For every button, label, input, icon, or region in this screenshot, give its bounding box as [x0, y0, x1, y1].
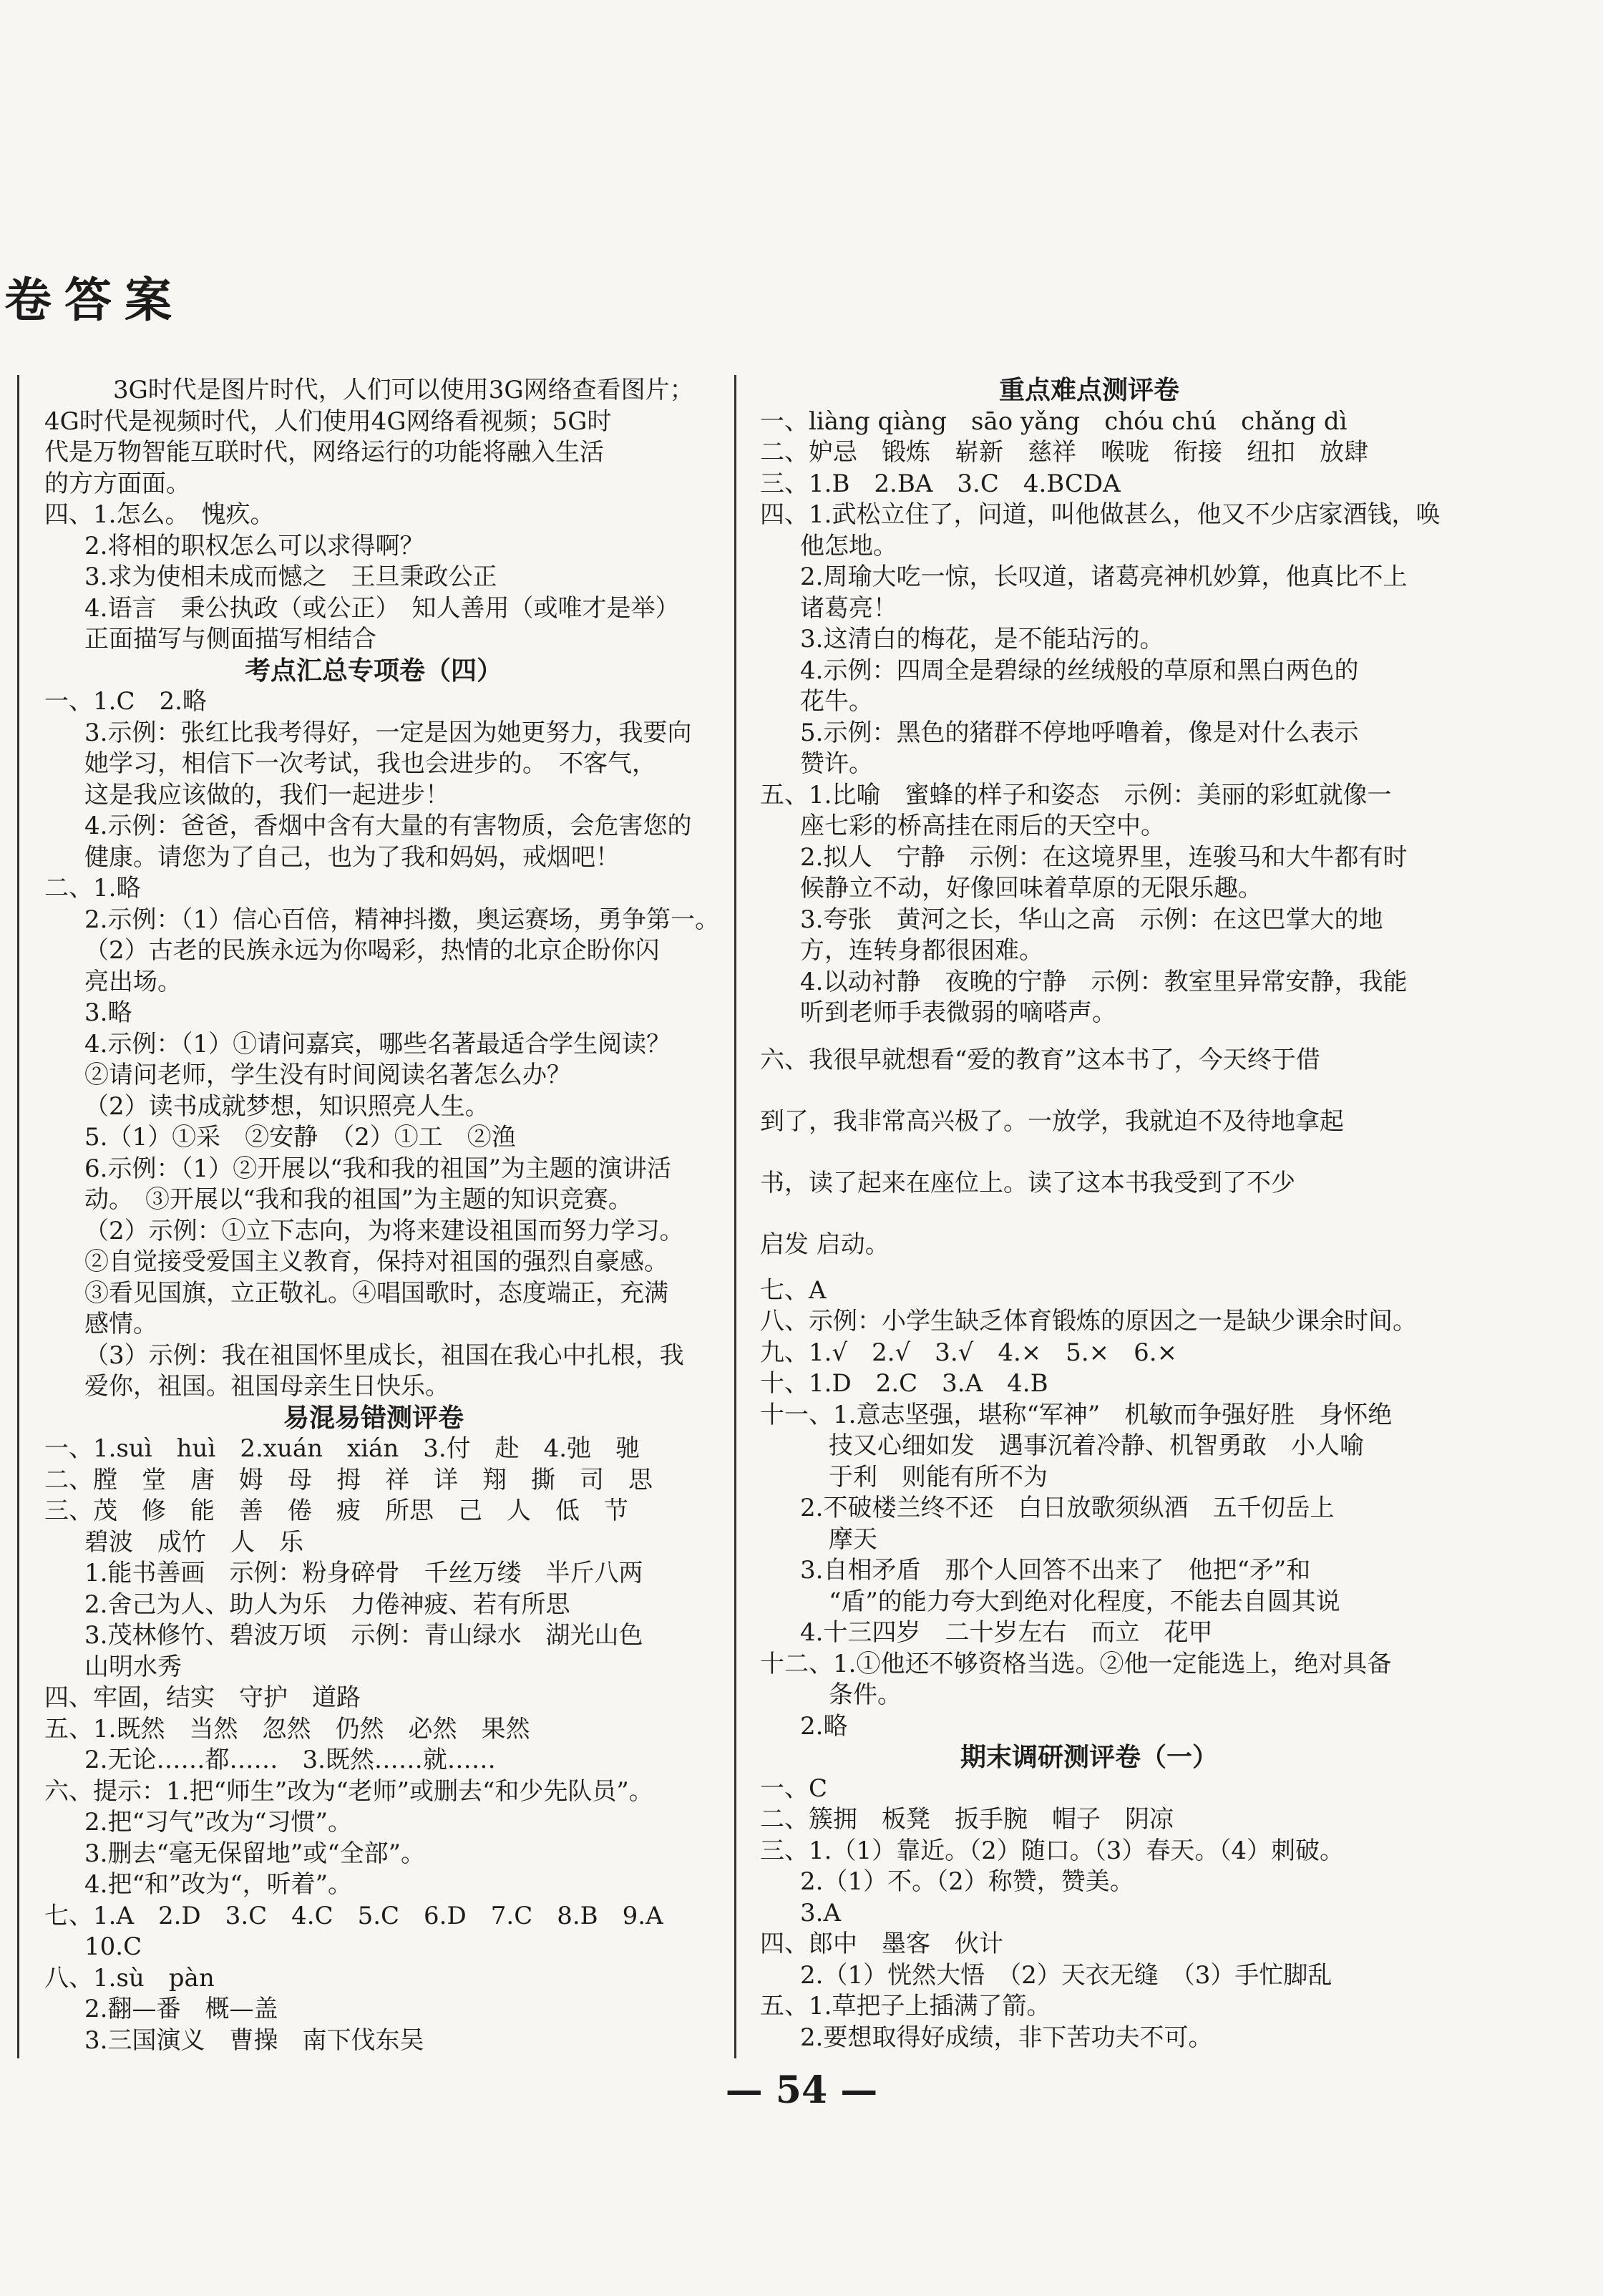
answer-line: 3.A: [800, 1898, 841, 1927]
answer-line: 4.以动衬静 夜晚的宁静 示例：教室里异常安静，我能: [800, 967, 1408, 996]
answer-line: 一、1.suì huì 2.xuán xián 3.付 赴 4.弛 驰: [44, 1434, 640, 1463]
answer-line: 3.求为使相未成而憾之 王旦秉政公正: [84, 563, 497, 591]
answer-line: 3G时代是图片时代，人们可以使用3G网络查看图片；: [113, 376, 694, 404]
answer-line: 6.示例：（1）②开展以“我和我的祖国”为主题的演讲活: [84, 1154, 671, 1183]
answer-line: 四、牢固，结实 守护 道路: [44, 1683, 361, 1712]
answer-line: 十一、1.意志坚强，堪称“军神” 机敏而争强好胜 身怀绝: [760, 1400, 1393, 1429]
answer-line: 5.（1）①采 ②安静 （2）①工 ②渔: [84, 1123, 516, 1152]
answer-line: 五、1.草把子上插满了箭。: [760, 1992, 1051, 2020]
answer-line: 10.C: [84, 1932, 142, 1961]
answer-line: 四、郎中 墨客 伙计: [760, 1930, 1003, 1958]
answer-line: 4.语言 秉公执政（或公正） 知人善用（或唯才是举）: [84, 593, 680, 623]
answer-line: 她学习，相信下一次考试，我也会进步的。 不客气，: [84, 749, 656, 778]
answer-line: 三、1.（1）靠近。（2）随口。（3）春天。（4）刺破。: [760, 1836, 1344, 1865]
answer-line: 二、妒忌 锻炼 崭新 慈祥 喉咙 衔接 纽扣 放肆: [760, 438, 1368, 467]
answer-line: 条件。: [829, 1680, 902, 1709]
answer-line: 3.茂林修竹、碧波万顷 示例：青山绿水 湖光山色: [84, 1621, 643, 1650]
answer-line: 四、1.武松立住了，问道，叫他做甚么，他又不少店家酒钱，唤: [760, 500, 1441, 529]
answer-line: 2.把“习气”改为“习惯”。: [84, 1808, 352, 1837]
answer-line: （2）古老的民族永远为你喝彩，热情的北京企盼你闪: [84, 936, 660, 965]
answer-line: 2.无论……都…… 3.既然……就……: [84, 1746, 496, 1774]
answer-line: 诸葛亮！: [800, 593, 897, 623]
answer-line: 八、示例：小学生缺乏体育锻炼的原因之一是缺少课余时间。: [760, 1307, 1417, 1336]
answer-line: 七、1.A 2.D 3.C 4.C 5.C 6.D 7.C 8.B 9.A: [44, 1901, 663, 1930]
answer-line: 3.略: [84, 998, 132, 1027]
answer-line: 二、簇拥 板凳 扳手腕 帽子 阴凉: [760, 1805, 1174, 1834]
answer-line: （2）读书成就梦想，知识照亮人生。: [84, 1091, 489, 1121]
answer-line: 2.将相的职权怎么可以求得啊？: [84, 531, 424, 560]
answer-line: ②请问老师，学生没有时间阅读名著怎么办？: [84, 1061, 571, 1089]
answer-line: 4.示例：爸爸，香烟中含有大量的有害物质，会危害您的: [84, 812, 692, 840]
answer-line: 十、1.D 2.C 3.A 4.B: [760, 1369, 1048, 1398]
right-answer-column: [760, 375, 1441, 2053]
answer-line: 3.三国演义 曹操 南下伐东吴: [84, 2025, 424, 2055]
answer-line: （2）示例：①立下志向，为将来建设祖国而努力学习。: [84, 1216, 684, 1245]
answer-line: 五、1.比喻 蜜蜂的样子和姿态 示例：美丽的彩虹就像一: [760, 780, 1392, 809]
answer-line: 这是我应该做的，我们一起进步！: [84, 780, 449, 809]
answer-line: 3.夸张 黄河之长，华山之高 示例：在这巴掌大的地: [800, 905, 1383, 934]
answer-line: 一、liàng qiàng sāo yǎng chóu chú chǎng dì: [760, 407, 1348, 436]
answer-line: 五、1.既然 当然 忽然 仍然 必然 果然: [44, 1714, 530, 1743]
answer-line: 3.这清白的梅花，是不能玷污的。: [800, 625, 1164, 653]
answer-line: 动。 ③开展以“我和我的祖国”为主题的知识竞赛。: [84, 1185, 633, 1214]
answer-line: 感情。: [84, 1310, 157, 1338]
correction-line: 六、我很早就想看“爱的教育”这本书了，今天终于借: [760, 1045, 1320, 1074]
answer-line: 方，连转身都很困难。: [800, 936, 1043, 965]
answer-line: 听到老师手表微弱的嘀嗒声。: [800, 998, 1116, 1027]
answer-line: 亮出场。: [84, 967, 182, 996]
answer-line: 四、1.怎么。 愧疚。: [44, 500, 275, 529]
answer-line: 正面描写与侧面描写相结合: [84, 625, 376, 653]
answer-line: 十二、1.①他还不够资格当选。②他一定能选上，绝对具备: [760, 1649, 1392, 1678]
center-divider: [734, 375, 736, 2058]
answer-line: 七、A: [760, 1275, 827, 1305]
answer-line: 六、提示：1.把“师生”改为“老师”或删去“和少先队员”。: [44, 1776, 653, 1806]
answer-line: 山明水秀: [84, 1652, 182, 1681]
answer-line: 1.能书善画 示例：粉身碎骨 千丝万缕 半斤八两: [84, 1559, 643, 1587]
answer-line: 摩天: [829, 1524, 877, 1554]
section-heading: 重点难点测评卷: [998, 376, 1179, 405]
answer-line: 4.示例：（1）①请问嘉宾，哪些名著最适合学生阅读？: [84, 1029, 671, 1059]
answer-line: 2.周瑜大吃一惊，长叹道，诸葛亮神机妙算，他真比不上: [800, 563, 1408, 591]
correction-line: 书，读了起来在座位上。读了这本书我受到了不少: [760, 1168, 1295, 1197]
answer-line: 爱你，祖国。祖国母亲生日快乐。: [84, 1372, 449, 1401]
answer-line: 一、C: [760, 1774, 828, 1803]
answer-line: 2.翻—番 概—盖: [84, 1995, 278, 2023]
answer-line: 健康。请您为了自己，也为了我和妈妈，戒烟吧！: [84, 842, 620, 872]
answer-line: 二、1.略: [44, 874, 141, 903]
answer-line: 2.要想取得好成绩，非下苦功夫不可。: [800, 2023, 1213, 2052]
answer-line: 花牛。: [800, 687, 873, 716]
answer-line: 三、1.B 2.BA 3.C 4.BCDA: [760, 469, 1121, 498]
answer-line: 2.舍己为人、助人为乐 力倦神疲、若有所思: [84, 1590, 570, 1619]
answer-line: 八、1.sù pàn: [44, 1963, 215, 1993]
section-heading: 期末调研测评卷（一）: [960, 1743, 1218, 1772]
answer-line: 5.示例：黑色的猪群不停地呼噜着，像是对什么表示: [800, 718, 1359, 747]
answer-line: 于利 则能有所不为: [829, 1462, 1048, 1492]
answer-line: 座七彩的桥高挂在雨后的天空中。: [800, 812, 1165, 840]
answer-line: 的方方面面。: [44, 469, 190, 498]
page-number: — 54 —: [725, 2068, 878, 2112]
answer-line: “盾”的能力夸大到绝对化程度，不能去自圆其说: [829, 1587, 1340, 1616]
answer-line: 3.删去“毫无保留地”或“全部”。: [84, 1839, 425, 1868]
answer-line: 2.示例：（1）信心百倍，精神抖擞，奥运赛场，勇争第一。: [84, 905, 720, 934]
answer-line: ②自觉接受爱国主义教育，保持对祖国的强烈自豪感。: [84, 1247, 668, 1276]
answer-line: 技又心细如发 遇事沉着冷静、机智勇敢 小人喻: [829, 1431, 1364, 1460]
answer-line: 4.示例：四周全是碧绿的丝绒般的草原和黑白两色的: [800, 656, 1359, 685]
answer-line: 4.把“和”改为“，听着”。: [84, 1870, 352, 1899]
correction-line: 启发 启动。: [760, 1230, 890, 1259]
section-heading: 易混易错测评卷: [283, 1403, 464, 1433]
answer-line: ③看见国旗，立正敬礼。④唱国歌时，态度端正，充满: [84, 1278, 668, 1308]
section-heading: 考点汇总专项卷（四）: [244, 656, 502, 686]
answer-line: 三、茂 修 能 善 倦 疲 所思 己 人 低 节: [44, 1497, 628, 1525]
answer-line: 九、1.√ 2.√ 3.√ 4.× 5.× 6.×: [760, 1338, 1178, 1367]
answer-line: 2.（1）不。（2）称赞，赞美。: [800, 1867, 1134, 1896]
left-answer-column: [44, 375, 720, 2056]
answer-line: 3.示例：张红比我考得好，一定是因为她更努力，我要向: [84, 718, 692, 747]
answer-line: 2.不破楼兰终不还 白日放歌须纵酒 五千仞岳上: [800, 1494, 1335, 1522]
answer-line: 碧波 成竹 人 乐: [84, 1527, 303, 1557]
answer-line: 赞许。: [800, 749, 873, 778]
answer-line: 2.（1）恍然大悟 （2）天衣无缝 （3）手忙脚乱: [800, 1960, 1332, 1990]
answer-line: 二、膛 堂 唐 姆 母 拇 祥 详 翔 撕 司 思: [44, 1465, 653, 1494]
answer-line: 候静立不动，好像回味着草原的无限乐趣。: [800, 874, 1262, 903]
answer-line: 代是万物智能互联时代，网络运行的功能将融入生活: [44, 438, 604, 467]
answer-line: 2.略: [800, 1711, 848, 1741]
answer-line: （3）示例：我在祖国怀里成长，祖国在我心中扎根，我: [84, 1341, 684, 1370]
answer-key-title: 卷答案: [4, 272, 185, 328]
correction-line: 到了，我非常高兴极了。一放学，我就迫不及待地拿起: [760, 1106, 1344, 1136]
answer-line: 一、1.C 2.略: [44, 687, 207, 716]
answer-line: 4G时代是视频时代，人们使用4G网络看视频；5G时: [44, 407, 612, 436]
answer-line: 他怎地。: [800, 531, 897, 560]
answer-line: 3.自相矛盾 那个人回答不出来了 他把“矛”和: [800, 1556, 1311, 1585]
answer-line: 2.拟人 宁静 示例：在这境界里，连骏马和大牛都有时: [800, 842, 1408, 872]
left-divider: [17, 375, 19, 2058]
answer-line: 4.十三四岁 二十岁左右 而立 花甲: [800, 1618, 1213, 1647]
